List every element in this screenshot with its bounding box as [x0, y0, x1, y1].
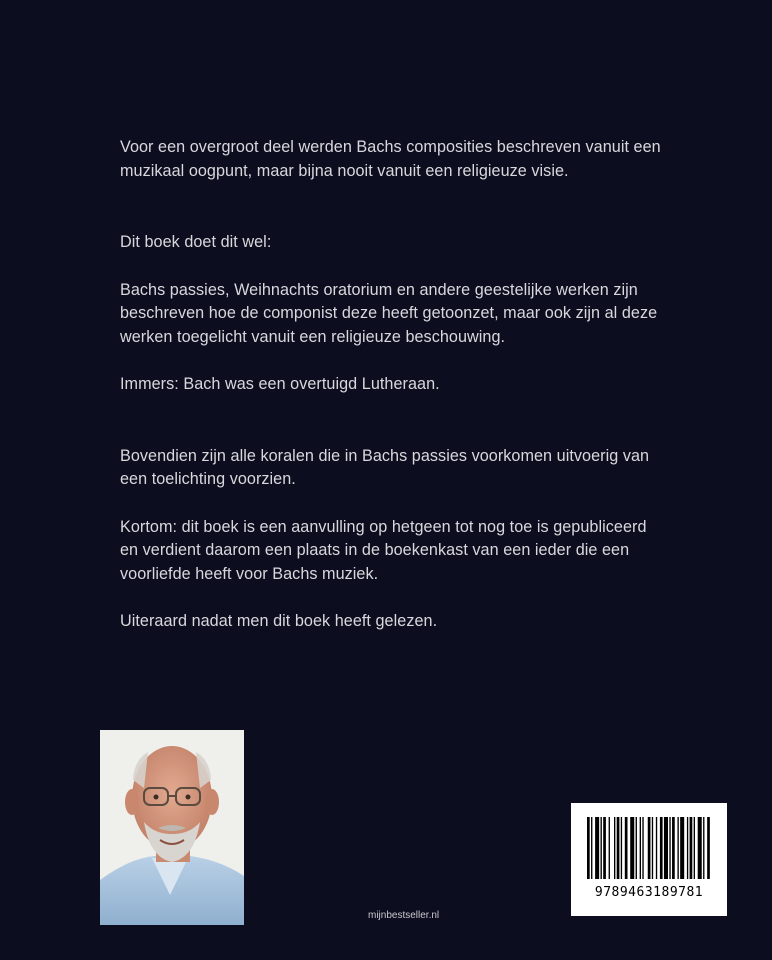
blurb-paragraph-5: Bovendien zijn alle koralen die in Bachs passies voorkomen uitvoerig van een toelichting voorzien. — [120, 446, 650, 488]
blurb-paragraph-1: Voor een overgroot deel werden Bachs composities beschreven vanuit een muzikaal oogpunt, maar bijna nooit vanuit een religieuze visie. — [120, 138, 661, 180]
barcode-bar — [660, 817, 663, 879]
barcode-bar — [621, 817, 622, 879]
blurb-paragraph-6: Kortom: dit boek is een aanvulling op hetgeen tot nog toe is gepubliceerd en verdient daarom een plaats in de boekenkast van een ieder die een voorliefde heeft voor Bachs muziek. — [120, 517, 647, 583]
blurb-paragraph-7: Uiteraard nadat men dit boek heeft gelezen. — [120, 612, 438, 630]
barcode-bar — [609, 817, 610, 879]
barcode-bar — [677, 817, 678, 879]
barcode-bar — [642, 817, 643, 879]
barcode-bar — [669, 817, 670, 879]
barcode-bar — [680, 817, 684, 879]
barcode-bar — [690, 817, 693, 879]
barcode-bar — [614, 817, 615, 879]
barcode-bars — [571, 803, 727, 887]
barcode-bar — [652, 817, 653, 879]
barcode-bar — [630, 817, 634, 879]
barcode-bar — [707, 817, 710, 879]
barcode-bar — [656, 817, 657, 879]
barcode-bar — [587, 817, 590, 879]
isbn-number: 9789463189781 — [594, 885, 704, 900]
author-portrait-image — [100, 730, 244, 925]
blurb-paragraph-2: Dit boek doet dit wel: — [120, 233, 272, 251]
barcode-bar — [636, 817, 637, 879]
barcode-bar — [603, 817, 606, 879]
barcode-bar — [672, 817, 675, 879]
barcode-bar — [703, 817, 704, 879]
isbn-barcode — [571, 803, 727, 916]
barcode-bar — [687, 817, 688, 879]
barcode-bar — [595, 817, 599, 879]
barcode-bar — [664, 817, 668, 879]
barcode-bar — [640, 817, 641, 879]
barcode-bar — [698, 817, 702, 879]
barcode-bar — [617, 817, 620, 879]
barcode-bar — [625, 817, 628, 879]
barcode-bar — [591, 817, 592, 879]
blurb-paragraph-3: Bachs passies, Weihnachts oratorium en andere geestelijke werken zijn beschreven hoe de componist deze heeft getoonzet, maar ook zijn al deze werken toegelicht vanuit een religieuze beschouwing. — [120, 280, 658, 346]
author-photo — [100, 730, 244, 925]
blurb-paragraph-4: Immers: Bach was een overtuigd Lutheraan. — [120, 375, 440, 393]
blurb-text — [120, 136, 720, 634]
barcode-bar — [694, 817, 695, 879]
publisher-name: mijnbestseller.nl — [368, 910, 440, 921]
barcode-bar — [601, 817, 602, 879]
barcode-bar — [648, 817, 651, 879]
